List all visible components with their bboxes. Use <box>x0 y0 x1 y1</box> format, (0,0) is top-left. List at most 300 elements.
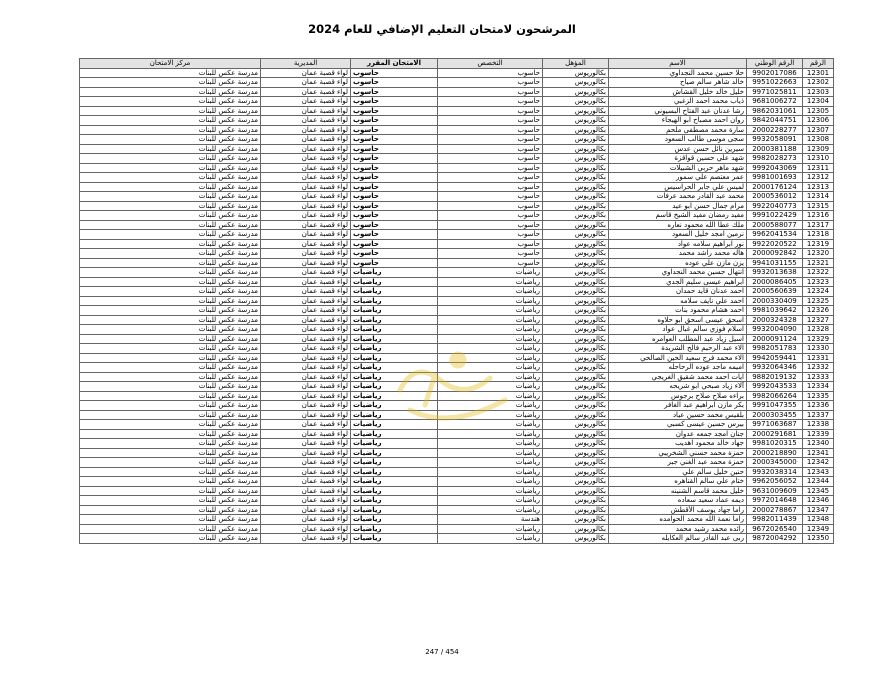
cell-specialization: حاسوب <box>438 154 543 164</box>
cell-serial: 12334 <box>803 382 834 392</box>
cell-name: براءه صلاح صلاح برجوس <box>609 391 747 401</box>
cell-directorate: لواء قصبة عمان <box>261 410 351 420</box>
cell-directorate: لواء قصبة عمان <box>261 391 351 401</box>
cell-serial: 12321 <box>803 258 834 268</box>
cell-qualification: بكالوريوس <box>543 135 609 145</box>
cell-national-id: 2000381188 <box>747 144 803 154</box>
cell-required-exam: حاسوب <box>351 68 438 78</box>
cell-required-exam: رياضيات <box>351 429 438 439</box>
cell-required-exam: رياضيات <box>351 486 438 496</box>
cell-specialization: رياضيات <box>438 534 543 544</box>
cell-exam-center: مدرسة عكس للبنات <box>80 344 261 354</box>
table-row <box>80 220 834 230</box>
cell-qualification: بكالوريوس <box>543 68 609 78</box>
cell-directorate: لواء قصبة عمان <box>261 534 351 544</box>
cell-qualification: بكالوريوس <box>543 363 609 373</box>
cell-serial: 12317 <box>803 220 834 230</box>
cell-national-id: 2000086405 <box>747 277 803 287</box>
cell-serial: 12306 <box>803 116 834 126</box>
cell-specialization: حاسوب <box>438 163 543 173</box>
cell-specialization: حاسوب <box>438 135 543 145</box>
cell-required-exam: حاسوب <box>351 154 438 164</box>
cell-required-exam: رياضيات <box>351 382 438 392</box>
cell-directorate: لواء قصبة عمان <box>261 429 351 439</box>
cell-exam-center: مدرسة عكس للبنات <box>80 448 261 458</box>
cell-specialization: هندسة <box>438 515 543 525</box>
cell-required-exam: رياضيات <box>351 467 438 477</box>
table-row <box>80 268 834 278</box>
cell-directorate: لواء قصبة عمان <box>261 230 351 240</box>
cell-national-id: 9932058091 <box>747 135 803 145</box>
cell-serial: 12345 <box>803 486 834 496</box>
cell-national-id: 9972014648 <box>747 496 803 506</box>
cell-name: عمر معتصم علي سمور <box>609 173 747 183</box>
cell-serial: 12336 <box>803 401 834 411</box>
cell-specialization: رياضيات <box>438 277 543 287</box>
cell-specialization: حاسوب <box>438 116 543 126</box>
cell-specialization: رياضيات <box>438 496 543 506</box>
cell-exam-center: مدرسة عكس للبنات <box>80 154 261 164</box>
cell-name: جنان امجد جمعه عدوان <box>609 429 747 439</box>
cell-serial: 12329 <box>803 334 834 344</box>
cell-exam-center: مدرسة عكس للبنات <box>80 239 261 249</box>
cell-national-id: 2000218890 <box>747 448 803 458</box>
cell-directorate: لواء قصبة عمان <box>261 268 351 278</box>
cell-serial: 12347 <box>803 505 834 515</box>
table-row <box>80 524 834 534</box>
cell-exam-center: مدرسة عكس للبنات <box>80 439 261 449</box>
cell-serial: 12339 <box>803 429 834 439</box>
cell-qualification: بكالوريوس <box>543 477 609 487</box>
cell-name: بيرس حسين عيسى كسبي <box>609 420 747 430</box>
cell-directorate: لواء قصبة عمان <box>261 211 351 221</box>
cell-required-exam: حاسوب <box>351 182 438 192</box>
table-row <box>80 192 834 202</box>
cell-serial: 12314 <box>803 192 834 202</box>
cell-directorate: لواء قصبة عمان <box>261 372 351 382</box>
table-row <box>80 486 834 496</box>
cell-specialization: رياضيات <box>438 344 543 354</box>
cell-directorate: لواء قصبة عمان <box>261 486 351 496</box>
cell-exam-center: مدرسة عكس للبنات <box>80 87 261 97</box>
cell-qualification: بكالوريوس <box>543 258 609 268</box>
cell-directorate: لواء قصبة عمان <box>261 344 351 354</box>
cell-national-id: 2000324328 <box>747 315 803 325</box>
cell-specialization: حاسوب <box>438 106 543 116</box>
cell-specialization: حاسوب <box>438 87 543 97</box>
cell-specialization: رياضيات <box>438 429 543 439</box>
cell-national-id: 2000092842 <box>747 249 803 259</box>
cell-national-id: 9982011439 <box>747 515 803 525</box>
table-row <box>80 87 834 97</box>
cell-specialization: حاسوب <box>438 220 543 230</box>
cell-exam-center: مدرسة عكس للبنات <box>80 325 261 335</box>
cell-name: ابراهيم عيسى سليم الجدي <box>609 277 747 287</box>
cell-specialization: حاسوب <box>438 125 543 135</box>
table-row <box>80 125 834 135</box>
header-specialization: التخصص <box>438 59 543 69</box>
cell-directorate: لواء قصبة عمان <box>261 144 351 154</box>
cell-serial: 12304 <box>803 97 834 107</box>
cell-serial: 12340 <box>803 439 834 449</box>
cell-directorate: لواء قصبة عمان <box>261 116 351 126</box>
cell-qualification: بكالوريوس <box>543 97 609 107</box>
table-row <box>80 515 834 525</box>
table-row <box>80 287 834 297</box>
cell-national-id: 2000588077 <box>747 220 803 230</box>
cell-specialization: رياضيات <box>438 477 543 487</box>
cell-exam-center: مدرسة عكس للبنات <box>80 429 261 439</box>
table-row <box>80 467 834 477</box>
cell-directorate: لواء قصبة عمان <box>261 78 351 88</box>
cell-name: انتهال حسين محمد النجداوي <box>609 268 747 278</box>
cell-qualification: بكالوريوس <box>543 277 609 287</box>
cell-required-exam: رياضيات <box>351 287 438 297</box>
cell-national-id: 9981039642 <box>747 306 803 316</box>
cell-national-id: 9872004292 <box>747 534 803 544</box>
cell-name: اسلام فوزي سالم غبال عواد <box>609 325 747 335</box>
cell-name: اميمه ماجد عوده الرحاحله <box>609 363 747 373</box>
cell-required-exam: رياضيات <box>351 325 438 335</box>
cell-name: مرام جمال حسن ابو عيد <box>609 201 747 211</box>
cell-name: اسيل زياد عبد المطلب العوامره <box>609 334 747 344</box>
cell-name: يزن مازن علي عوده <box>609 258 747 268</box>
cell-specialization: رياضيات <box>438 505 543 515</box>
cell-directorate: لواء قصبة عمان <box>261 239 351 249</box>
cell-specialization: حاسوب <box>438 97 543 107</box>
cell-specialization: حاسوب <box>438 68 543 78</box>
cell-qualification: بكالوريوس <box>543 515 609 525</box>
cell-directorate: لواء قصبة عمان <box>261 135 351 145</box>
cell-required-exam: رياضيات <box>351 315 438 325</box>
cell-specialization: رياضيات <box>438 363 543 373</box>
cell-serial: 12302 <box>803 78 834 88</box>
cell-exam-center: مدرسة عكس للبنات <box>80 201 261 211</box>
cell-name: نور ابراهيم سلامه عواد <box>609 239 747 249</box>
cell-serial: 12312 <box>803 173 834 183</box>
cell-name: راما نعمة الله محمد الحوامده <box>609 515 747 525</box>
cell-required-exam: حاسوب <box>351 135 438 145</box>
cell-name: مفيد رمضان مفيد الشيخ قاسم <box>609 211 747 221</box>
cell-required-exam: رياضيات <box>351 391 438 401</box>
cell-exam-center: مدرسة عكس للبنات <box>80 467 261 477</box>
cell-required-exam: رياضيات <box>351 448 438 458</box>
cell-required-exam: حاسوب <box>351 97 438 107</box>
table-row <box>80 116 834 126</box>
cell-national-id: 9942059441 <box>747 353 803 363</box>
cell-specialization: رياضيات <box>438 420 543 430</box>
cell-directorate: لواء قصبة عمان <box>261 467 351 477</box>
cell-exam-center: مدرسة عكس للبنات <box>80 144 261 154</box>
cell-national-id: 9971025811 <box>747 87 803 97</box>
cell-required-exam: رياضيات <box>351 334 438 344</box>
cell-specialization: رياضيات <box>438 306 543 316</box>
cell-qualification: بكالوريوس <box>543 534 609 544</box>
cell-serial: 12309 <box>803 144 834 154</box>
cell-national-id: 9982051783 <box>747 344 803 354</box>
cell-directorate: لواء قصبة عمان <box>261 154 351 164</box>
cell-serial: 12318 <box>803 230 834 240</box>
cell-qualification: بكالوريوس <box>543 154 609 164</box>
cell-qualification: بكالوريوس <box>543 144 609 154</box>
table-row <box>80 97 834 107</box>
cell-serial: 12325 <box>803 296 834 306</box>
cell-name: سيرين نائل حسن عدس <box>609 144 747 154</box>
cell-specialization: رياضيات <box>438 268 543 278</box>
cell-directorate: لواء قصبة عمان <box>261 496 351 506</box>
cell-serial: 12313 <box>803 182 834 192</box>
cell-required-exam: رياضيات <box>351 268 438 278</box>
cell-national-id: 9681006272 <box>747 97 803 107</box>
cell-qualification: بكالوريوس <box>543 268 609 278</box>
cell-name: الاء عبد الرحيم فالح الشريدة <box>609 344 747 354</box>
cell-serial: 12322 <box>803 268 834 278</box>
cell-qualification: بكالوريوس <box>543 391 609 401</box>
cell-required-exam: حاسوب <box>351 163 438 173</box>
cell-exam-center: مدرسة عكس للبنات <box>80 287 261 297</box>
cell-required-exam: رياضيات <box>351 477 438 487</box>
cell-serial: 12324 <box>803 287 834 297</box>
table-row <box>80 211 834 221</box>
cell-directorate: لواء قصبة عمان <box>261 306 351 316</box>
cell-national-id: 9631009609 <box>747 486 803 496</box>
table-row <box>80 144 834 154</box>
cell-required-exam: حاسوب <box>351 87 438 97</box>
cell-qualification: بكالوريوس <box>543 429 609 439</box>
cell-required-exam: رياضيات <box>351 401 438 411</box>
cell-qualification: بكالوريوس <box>543 344 609 354</box>
cell-specialization: رياضيات <box>438 287 543 297</box>
cell-required-exam: حاسوب <box>351 201 438 211</box>
table-row <box>80 296 834 306</box>
cell-required-exam: رياضيات <box>351 306 438 316</box>
cell-specialization: رياضيات <box>438 372 543 382</box>
table-row <box>80 154 834 164</box>
table-row <box>80 135 834 145</box>
cell-qualification: بكالوريوس <box>543 211 609 221</box>
cell-exam-center: مدرسة عكس للبنات <box>80 116 261 126</box>
table-row <box>80 249 834 259</box>
cell-specialization: رياضيات <box>438 467 543 477</box>
cell-required-exam: حاسوب <box>351 144 438 154</box>
cell-qualification: بكالوريوس <box>543 334 609 344</box>
cell-required-exam: رياضيات <box>351 372 438 382</box>
cell-specialization: رياضيات <box>438 486 543 496</box>
cell-qualification: بكالوريوس <box>543 173 609 183</box>
cell-exam-center: مدرسة عكس للبنات <box>80 192 261 202</box>
cell-required-exam: رياضيات <box>351 534 438 544</box>
cell-name: ختام علي سالم القناهره <box>609 477 747 487</box>
cell-qualification: بكالوريوس <box>543 296 609 306</box>
table-row <box>80 458 834 468</box>
cell-directorate: لواء قصبة عمان <box>261 68 351 78</box>
cell-directorate: لواء قصبة عمان <box>261 382 351 392</box>
cell-exam-center: مدرسة عكس للبنات <box>80 534 261 544</box>
cell-directorate: لواء قصبة عمان <box>261 448 351 458</box>
cell-name: ذياب محمد احمد الزغبي <box>609 97 747 107</box>
cell-serial: 12331 <box>803 353 834 363</box>
cell-qualification: بكالوريوس <box>543 239 609 249</box>
cell-qualification: بكالوريوس <box>543 163 609 173</box>
cell-exam-center: مدرسة عكس للبنات <box>80 268 261 278</box>
cell-name: الاء محمد فرج سعيد الحين الصالحي <box>609 353 747 363</box>
table-row <box>80 477 834 487</box>
cell-qualification: بكالوريوس <box>543 106 609 116</box>
cell-directorate: لواء قصبة عمان <box>261 439 351 449</box>
header-qualification: المؤهل <box>543 59 609 69</box>
table-row <box>80 372 834 382</box>
cell-national-id: 9932004090 <box>747 325 803 335</box>
table-row <box>80 353 834 363</box>
cell-serial: 12311 <box>803 163 834 173</box>
cell-serial: 12315 <box>803 201 834 211</box>
cell-national-id: 9962041534 <box>747 230 803 240</box>
cell-serial: 12308 <box>803 135 834 145</box>
cell-national-id: 9991047355 <box>747 401 803 411</box>
cell-directorate: لواء قصبة عمان <box>261 287 351 297</box>
cell-serial: 12328 <box>803 325 834 335</box>
cell-name: اسحق عيسى اسحق ابو حلاوه <box>609 315 747 325</box>
cell-qualification: بكالوريوس <box>543 410 609 420</box>
cell-exam-center: مدرسة عكس للبنات <box>80 410 261 420</box>
cell-name: نرمين امجد خليل السعود <box>609 230 747 240</box>
cell-exam-center: مدرسة عكس للبنات <box>80 211 261 221</box>
cell-exam-center: مدرسة عكس للبنات <box>80 477 261 487</box>
cell-specialization: رياضيات <box>438 382 543 392</box>
cell-serial: 12333 <box>803 372 834 382</box>
cell-national-id: 2000291681 <box>747 429 803 439</box>
cell-required-exam: حاسوب <box>351 230 438 240</box>
cell-required-exam: حاسوب <box>351 239 438 249</box>
cell-directorate: لواء قصبة عمان <box>261 458 351 468</box>
cell-required-exam: حاسوب <box>351 192 438 202</box>
cell-directorate: لواء قصبة عمان <box>261 325 351 335</box>
cell-directorate: لواء قصبة عمان <box>261 277 351 287</box>
cell-required-exam: رياضيات <box>351 439 438 449</box>
cell-directorate: لواء قصبة عمان <box>261 106 351 116</box>
cell-specialization: رياضيات <box>438 353 543 363</box>
cell-qualification: بكالوريوس <box>543 448 609 458</box>
cell-name: حمزة محمد عبد الغني جبر <box>609 458 747 468</box>
cell-directorate: لواء قصبة عمان <box>261 220 351 230</box>
cell-exam-center: مدرسة عكس للبنات <box>80 230 261 240</box>
header-name: الاسم <box>609 59 747 69</box>
header-directorate: المديرية <box>261 59 351 69</box>
cell-specialization: رياضيات <box>438 391 543 401</box>
cell-name: سجى موسى طالب السعود <box>609 135 747 145</box>
cell-exam-center: مدرسة عكس للبنات <box>80 496 261 506</box>
cell-exam-center: مدرسة عكس للبنات <box>80 306 261 316</box>
cell-name: حنين خليل سالم علي <box>609 467 747 477</box>
cell-national-id: 9932038314 <box>747 467 803 477</box>
cell-serial: 12303 <box>803 87 834 97</box>
cell-specialization: حاسوب <box>438 78 543 88</box>
cell-national-id: 2000091124 <box>747 334 803 344</box>
cell-national-id: 9992043533 <box>747 382 803 392</box>
cell-name: ربى عبد القادر سالم العكايله <box>609 534 747 544</box>
cell-exam-center: مدرسة عكس للبنات <box>80 420 261 430</box>
cell-name: خليل محمد قاسم الشنينه <box>609 486 747 496</box>
cell-qualification: بكالوريوس <box>543 287 609 297</box>
table-row <box>80 496 834 506</box>
cell-required-exam: رياضيات <box>351 296 438 306</box>
cell-serial: 12346 <box>803 496 834 506</box>
cell-national-id: 2000536012 <box>747 192 803 202</box>
cell-required-exam: رياضيات <box>351 410 438 420</box>
table-row <box>80 68 834 78</box>
cell-serial: 12344 <box>803 477 834 487</box>
cell-directorate: لواء قصبة عمان <box>261 258 351 268</box>
table-row <box>80 429 834 439</box>
table-row <box>80 306 834 316</box>
cell-name: حمزة محمد حسني الشخريبي <box>609 448 747 458</box>
cell-qualification: بكالوريوس <box>543 249 609 259</box>
cell-required-exam: حاسوب <box>351 106 438 116</box>
header-national-id: الرقم الوطني <box>747 59 803 69</box>
cell-qualification: بكالوريوس <box>543 372 609 382</box>
cell-specialization: رياضيات <box>438 458 543 468</box>
cell-serial: 12341 <box>803 448 834 458</box>
cell-national-id: 9971063687 <box>747 420 803 430</box>
cell-serial: 12316 <box>803 211 834 221</box>
cell-qualification: بكالوريوس <box>543 439 609 449</box>
cell-national-id: 9932064346 <box>747 363 803 373</box>
cell-directorate: لواء قصبة عمان <box>261 477 351 487</box>
candidates-table <box>79 58 834 544</box>
cell-qualification: بكالوريوس <box>543 524 609 534</box>
cell-serial: 12327 <box>803 315 834 325</box>
cell-qualification: بكالوريوس <box>543 353 609 363</box>
table-row <box>80 382 834 392</box>
cell-national-id: 2000330409 <box>747 296 803 306</box>
cell-qualification: بكالوريوس <box>543 78 609 88</box>
cell-national-id: 9902017086 <box>747 68 803 78</box>
cell-exam-center: مدرسة عكس للبنات <box>80 296 261 306</box>
cell-directorate: لواء قصبة عمان <box>261 296 351 306</box>
table-row <box>80 420 834 430</box>
cell-directorate: لواء قصبة عمان <box>261 192 351 202</box>
cell-serial: 12348 <box>803 515 834 525</box>
table-row <box>80 410 834 420</box>
cell-name: احمد هشام محمود بنات <box>609 306 747 316</box>
cell-national-id: 9862031061 <box>747 106 803 116</box>
cell-directorate: لواء قصبة عمان <box>261 173 351 183</box>
cell-required-exam: رياضيات <box>351 505 438 515</box>
cell-national-id: 9932013638 <box>747 268 803 278</box>
cell-specialization: حاسوب <box>438 230 543 240</box>
cell-name: خالد شاهر سالم صياح <box>609 78 747 88</box>
cell-national-id: 2000560639 <box>747 287 803 297</box>
cell-name: ايات احمد محمد شقيق الغريجي <box>609 372 747 382</box>
cell-specialization: حاسوب <box>438 211 543 221</box>
cell-specialization: حاسوب <box>438 182 543 192</box>
cell-specialization: رياضيات <box>438 524 543 534</box>
cell-qualification: بكالوريوس <box>543 116 609 126</box>
cell-specialization: حاسوب <box>438 192 543 202</box>
cell-directorate: لواء قصبة عمان <box>261 524 351 534</box>
cell-directorate: لواء قصبة عمان <box>261 505 351 515</box>
cell-name: احمد علي نايف سلامه <box>609 296 747 306</box>
cell-required-exam: رياضيات <box>351 344 438 354</box>
cell-serial: 12301 <box>803 68 834 78</box>
table-row <box>80 448 834 458</box>
cell-directorate: لواء قصبة عمان <box>261 401 351 411</box>
cell-exam-center: مدرسة عكس للبنات <box>80 277 261 287</box>
cell-required-exam: حاسوب <box>351 249 438 259</box>
cell-required-exam: رياضيات <box>351 524 438 534</box>
table-row <box>80 78 834 88</box>
cell-required-exam: حاسوب <box>351 116 438 126</box>
